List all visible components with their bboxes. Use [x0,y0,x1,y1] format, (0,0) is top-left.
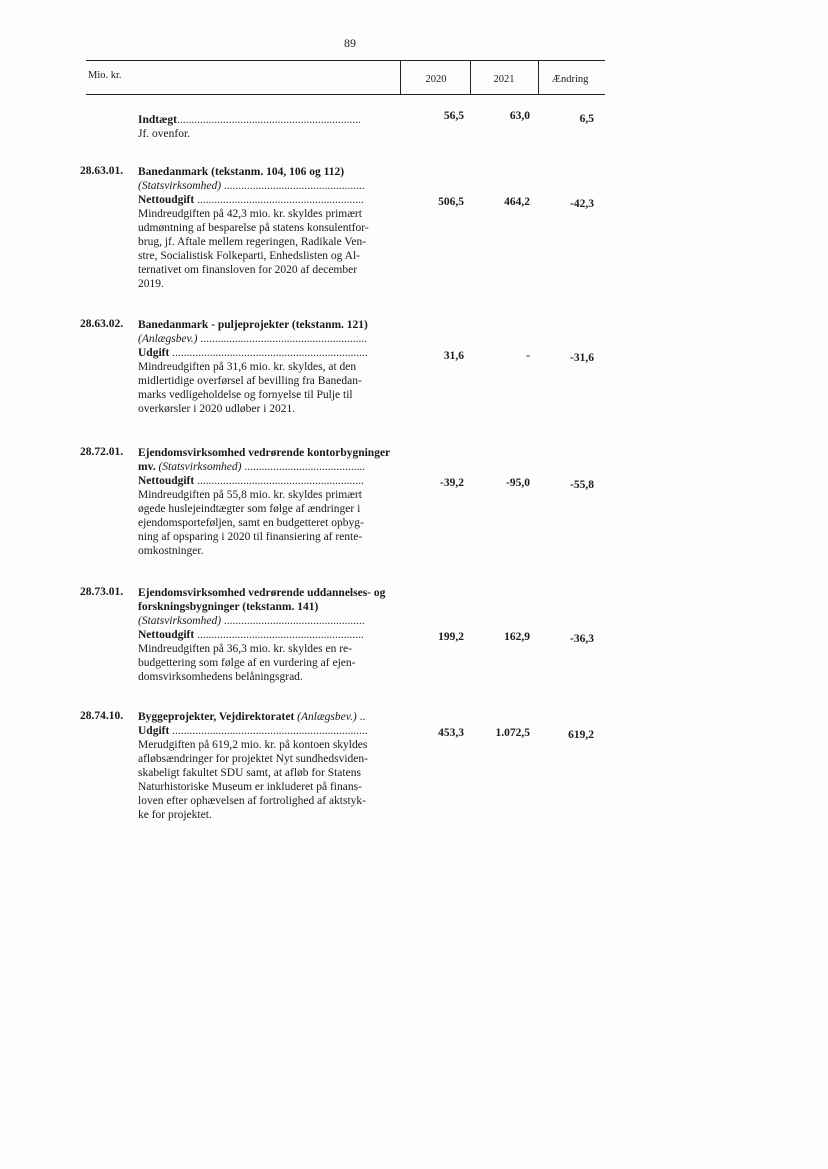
description-line: Mindreudgiften på 42,3 mio. kr. skyldes primært [138,208,362,220]
entry-title: Ejendomsvirksomhed vedrørende uddannelses- og [138,587,386,599]
intro-block [138,113,400,141]
page-number: 89 [344,36,356,50]
header-divider [400,60,401,94]
account-code: 28.63.01. [80,165,124,177]
value-2020: 506,5 [438,196,464,208]
entry-title: Byggeprojekter, Vejdirektoratet [138,711,295,723]
description-line: ternativet om finansloven for 2020 af december [138,264,358,276]
value-2021: -95,0 [506,477,530,489]
entry-block [138,446,428,558]
header-divider [538,60,539,94]
column-header-change: Ændring [551,74,589,85]
entry-block [138,710,400,822]
description-line: domsvirksomhedens belåningsgrad. [138,671,303,683]
leader-dots: ................................................................ [176,114,361,126]
entry-subtitle: (Anlægsbev.) [138,333,198,345]
leader-dots: ................................................. [221,615,365,627]
entry-subtitle: (Statsvirksomhed) [138,180,222,192]
description-line: stre, Socialistisk Folkeparti, Enhedslisten og Al- [138,250,360,262]
description-line: øgede huslejeindtægter som følge af ændringer i [138,503,361,515]
account-code: 28.63.02. [80,318,124,330]
entry-title: Banedanmark (tekstanm. 104, 106 og 112) [138,166,345,178]
header-bottom-rule [86,94,605,95]
leader-dots: .......................................................... [197,333,368,345]
value-2021: 464,2 [504,196,530,208]
value-change: 6,5 [579,113,594,125]
entry-block [138,318,400,416]
description-line: ke for projektet. [138,809,212,821]
description-line: skabeligt fakultet SDU samt, at afløb for Statens [138,767,361,779]
value-change: -36,3 [570,633,594,645]
value-2020: -39,2 [440,477,464,489]
description-line: udmøntning af besparelse på statens konsulentfor- [138,222,369,234]
description-line: Naturhistoriske Museum er inkluderet på finans- [138,781,362,793]
value-2020: 199,2 [438,631,464,643]
description-line: loven efter ophævelsen af fortrolighed af aktstyk- [138,795,367,807]
description-line: omkostninger. [138,545,204,557]
description-line: marks vedligeholdelse og fornyelse til Pulje til [138,389,353,401]
value-2021: - [526,350,530,362]
leader-dots: .................................................................... [169,347,368,359]
entry-title: Banedanmark - puljeprojekter (tekstanm. 121) [138,319,368,331]
description-line: ejendomsporteføljen, samt en budgetteret opbyg- [138,517,364,529]
header-top-rule [86,60,605,61]
column-header-2021: 2021 [493,74,515,85]
entry-subtitle: (Statsvirksomhed) [158,461,242,473]
leader-dots: .......................................................... [194,629,364,641]
leader-dots: ................................................. [221,180,365,192]
description-line: budgettering som følge af en vurdering af ejen- [138,657,356,669]
description-line: brug, jf. Aftale mellem regeringen, Radikale Ven- [138,236,367,248]
description-line: Mindreudgiften på 31,6 mio. kr. skyldes, at den [138,361,357,373]
column-header-2020: 2020 [425,74,447,85]
entry-label: Udgift [138,725,170,737]
leader-dots: .......................................... [241,461,366,473]
value-change: -55,8 [570,479,594,491]
value-2020: 453,3 [438,727,464,739]
entry-subtitle: (Statsvirksomhed) [138,615,222,627]
entry-block [138,165,400,291]
entry-subtitle: (Anlægsbev.) [297,711,357,723]
account-code: 28.72.01. [80,446,124,458]
leader-dots: .. [356,711,366,723]
entry-label: Nettoudgift [138,475,195,487]
account-code: 28.74.10. [80,710,124,722]
value-change: -31,6 [570,352,594,364]
entry-label: Nettoudgift [138,194,195,206]
description-line: afløbsændringer for projektet Nyt sundhedsviden- [138,753,368,765]
unit-label: Mio. kr. [88,70,122,81]
intro-note: Jf. ovenfor. [138,128,191,140]
entry-label: Udgift [138,347,170,359]
description-line: Merudgiften på 619,2 mio. kr. på kontoen skyldes [138,739,368,751]
description-line: ning af opsparing i 2020 til finansiering af rente- [138,531,363,543]
value-change: -42,3 [570,198,594,210]
description-line: 2019. [138,278,164,290]
description-line: overkørsler i 2020 udløber i 2021. [138,403,296,415]
leader-dots: .................................................................... [169,725,368,737]
value-2020: 31,6 [443,350,464,362]
entry-label: Nettoudgift [138,629,195,641]
value-2021: 1.072,5 [495,727,530,739]
description-line: Mindreudgiften på 55,8 mio. kr. skyldes primært [138,489,362,501]
entry-block [138,586,428,684]
value-2021: 63,0 [509,110,530,122]
entry-title-continued: forskningsbygninger (tekstanm. 141) [138,601,319,613]
intro-label: Indtægt [138,114,177,126]
leader-dots: .......................................................... [194,194,364,206]
entry-title: Ejendomsvirksomhed vedrørende kontorbygninger [138,447,391,459]
entry-title-continued: mv. [138,461,156,473]
value-2021: 162,9 [504,631,530,643]
value-2020: 56,5 [443,110,464,122]
leader-dots: .......................................................... [194,475,364,487]
account-code: 28.73.01. [80,586,124,598]
description-line: midlertidige overførsel af bevilling fra Banedan- [138,375,362,387]
value-change: 619,2 [568,729,594,741]
header-divider [470,60,471,94]
description-line: Mindreudgiften på 36,3 mio. kr. skyldes en re- [138,643,352,655]
